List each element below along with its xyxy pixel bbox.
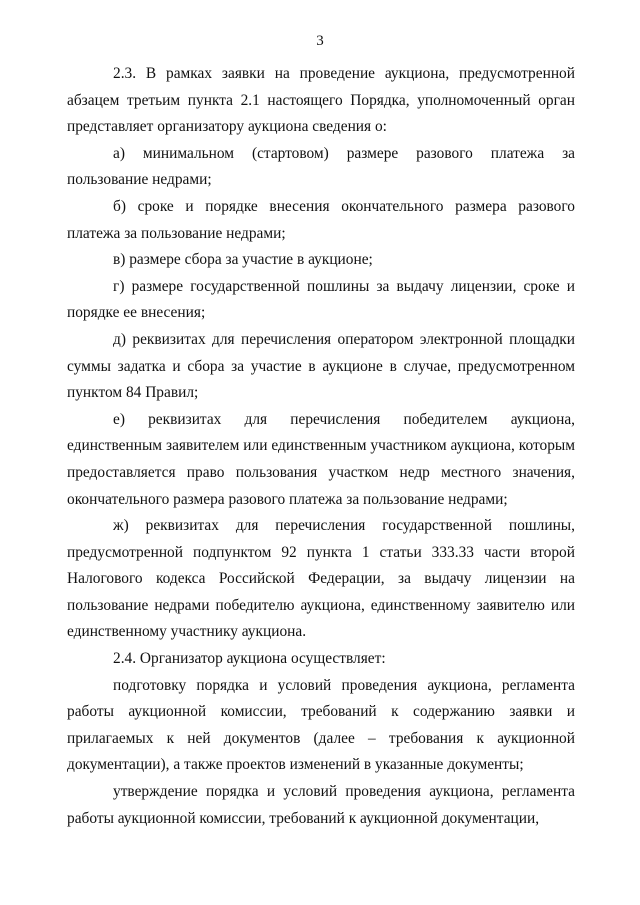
document-body — [67, 61, 575, 832]
list-item-v: в) размере сбора за участие в аукционе; — [113, 251, 373, 269]
list-item-e: е) реквизитах для перечисления победителем аукциона, единственным заявителем или единственным участником аукциона, которым предоставляется право пользования участком недр местного значения, окончательного размера разового платежа за пользование недрами; — [67, 410, 575, 508]
list-item-b: б) сроке и порядке внесения окончательного размера разового платежа за пользование недрами; — [67, 197, 575, 242]
list-item-a: а) минимальном (стартовом) размере разового платежа за пользование недрами; — [67, 144, 575, 189]
paragraph-2-3: 2.3. В рамках заявки на проведение аукциона, предусмотренной абзацем третьим пункта 2.1 настоящего Порядка, уполномоченный орган представляет организатору аукциона сведения о: — [67, 65, 575, 136]
page-number: 3 — [316, 33, 324, 49]
list-item-g: г) размере государственной пошлины за выдачу лицензии, сроке и порядке ее внесения; — [67, 277, 575, 322]
paragraph-2-4: 2.4. Организатор аукциона осуществляет: — [113, 650, 386, 668]
list-item-zh: ж) реквизитах для перечисления государственной пошлины, предусмотренной подпунктом 92 пункта 1 статьи 333.33 части второй Налогового кодекса Российской Федерации, за выдачу лицензии на пользование недрами победителю аукциона, единственному заявителю или единственному участнику аукциона. — [67, 517, 575, 641]
paragraph-preparation: подготовку порядка и условий проведения аукциона, регламента работы аукционной комиссии, требований к содержанию заявки и прилагаемых к ней документов (далее – требования к аукционной документации), а также проектов изменений в указанные документы; — [67, 676, 575, 774]
list-item-d: д) реквизитах для перечисления оператором электронной площадки суммы задатка и сбора за участие в аукционе в случае, предусмотренном пунктом 84 Правил; — [67, 330, 575, 402]
paragraph-approval: утверждение порядка и условий проведения аукциона, регламента работы аукционной комиссии, требований к аукционной документации, — [67, 783, 575, 827]
